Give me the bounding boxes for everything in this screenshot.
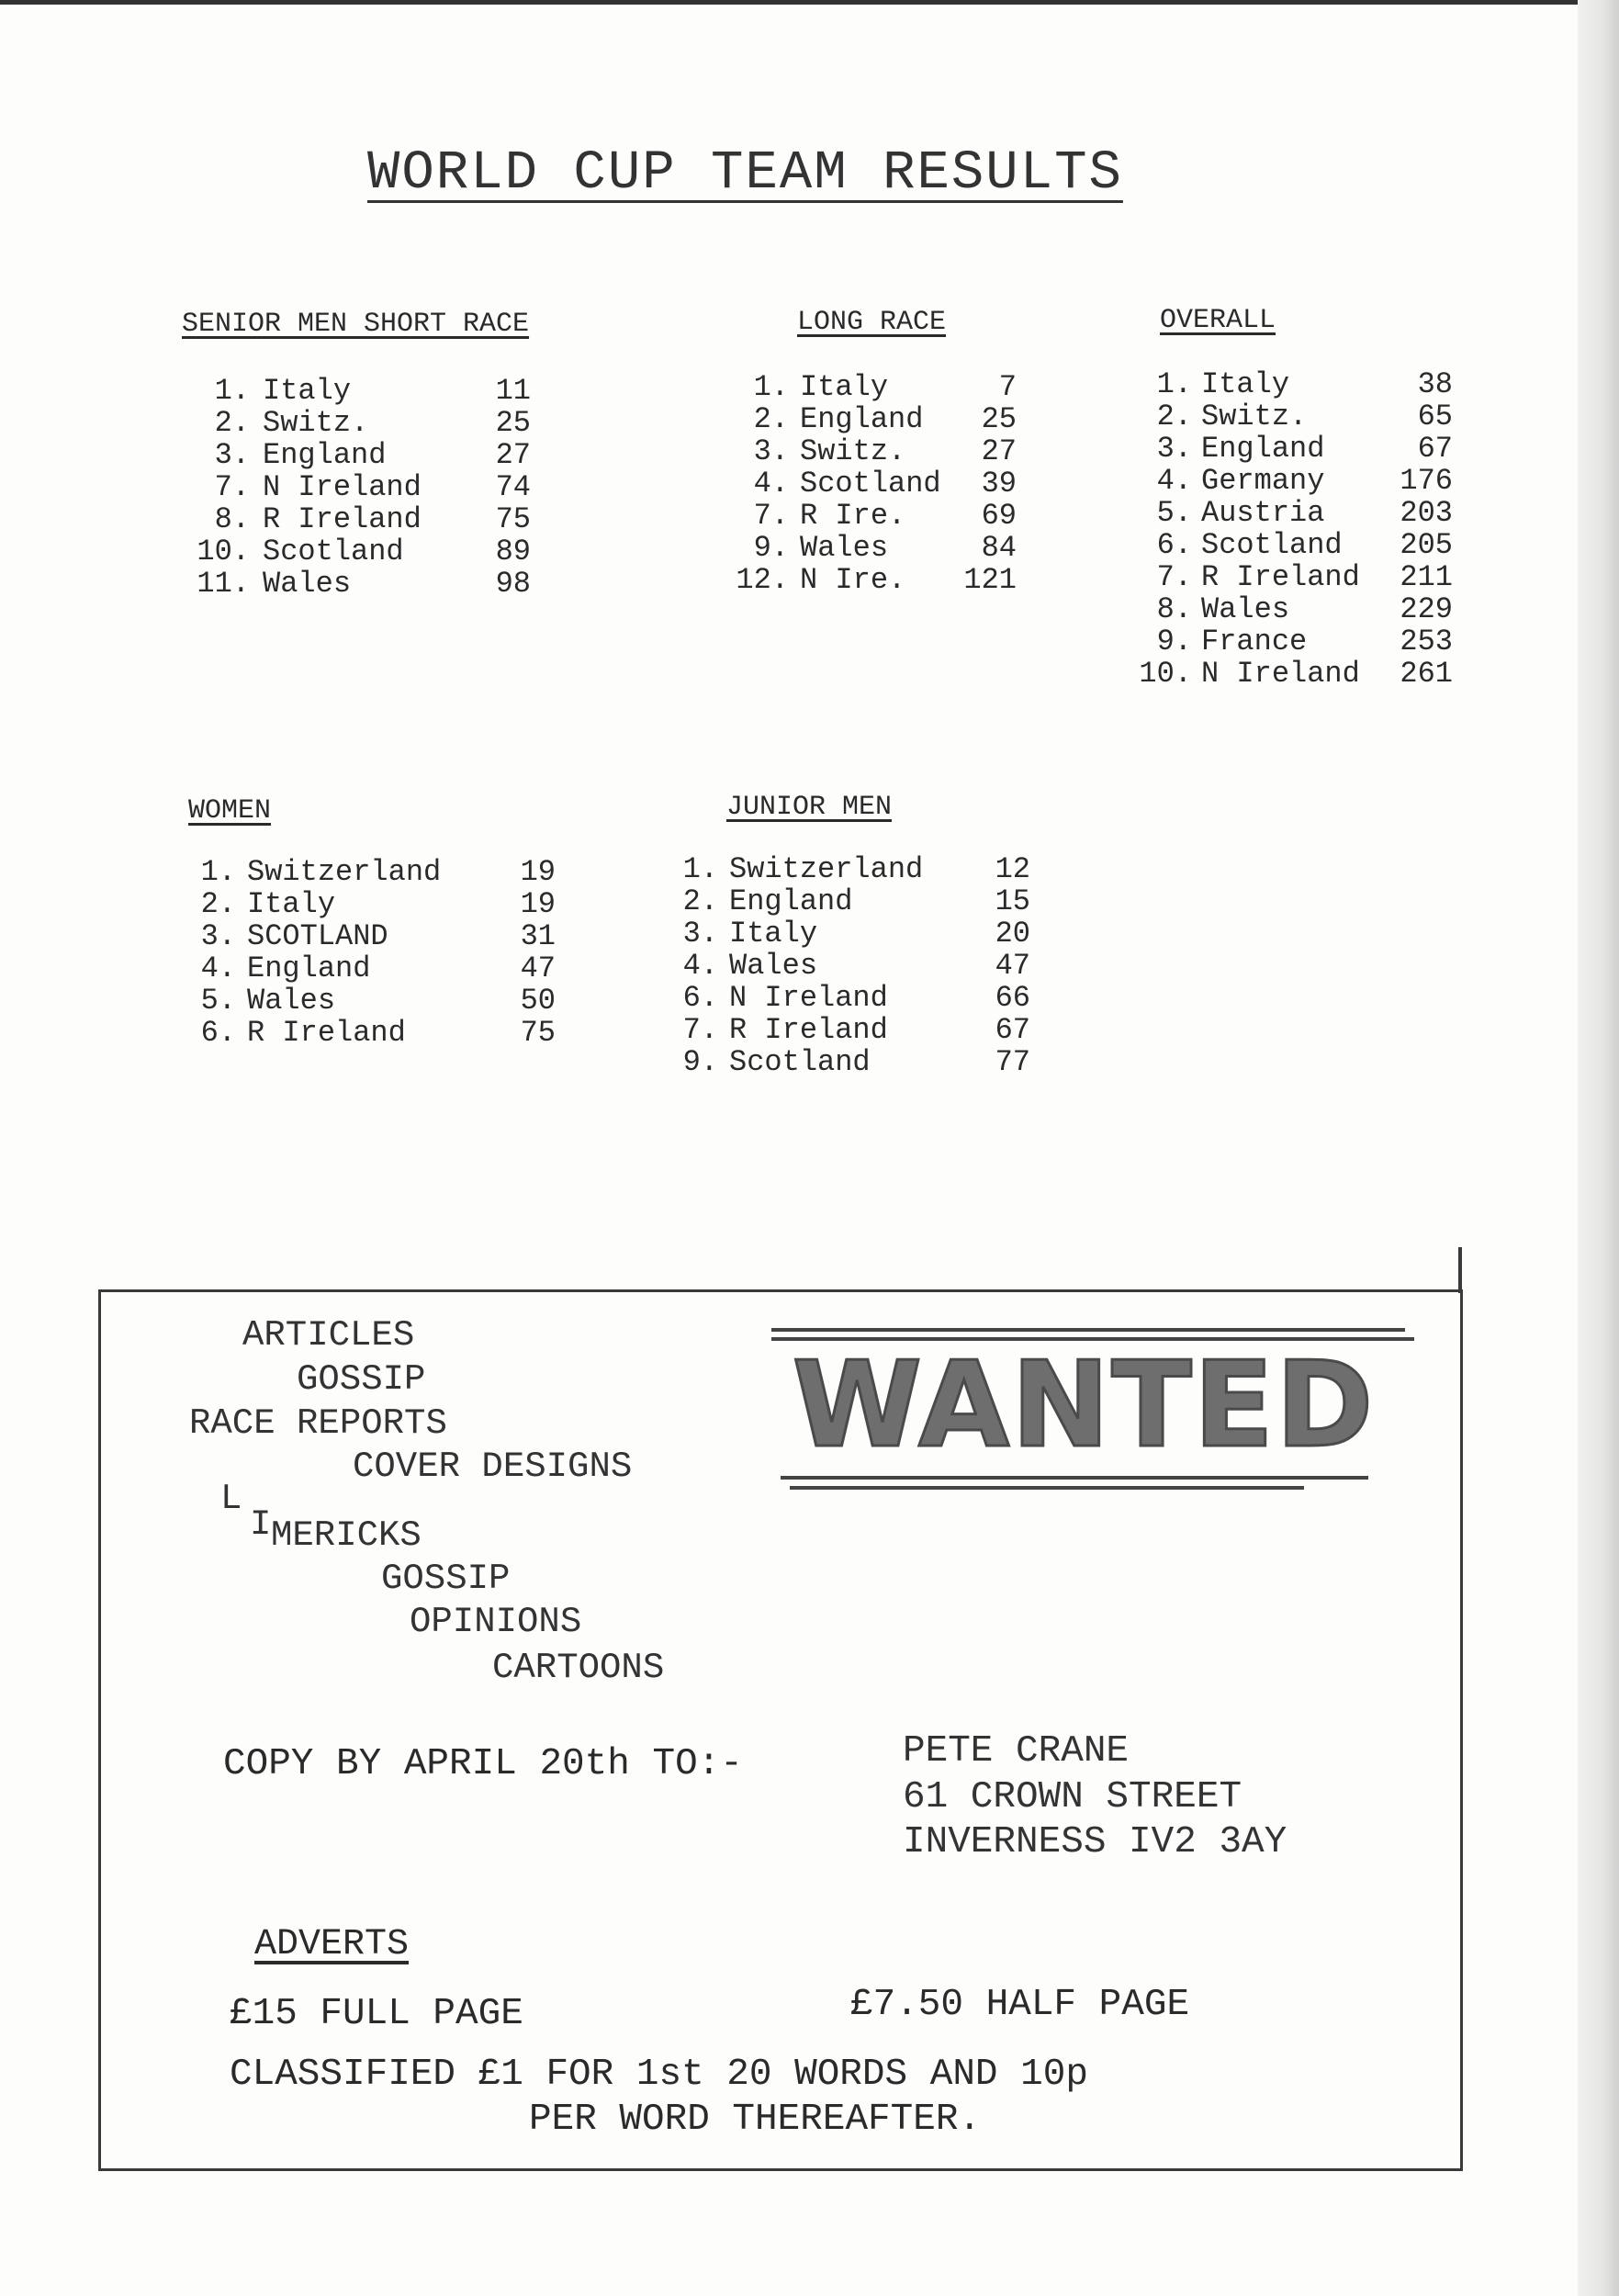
rank-cell: 3. <box>200 919 236 953</box>
points-cell: 75 <box>495 502 531 536</box>
wanted-item-opinions: OPINIONS <box>410 1602 582 1642</box>
wanted-rule <box>790 1486 1304 1490</box>
points-cell: 20 <box>995 917 1030 951</box>
table-header: SENIOR MEN SHORT RACE <box>182 309 530 340</box>
page-top-edge <box>0 0 1580 5</box>
team-cell: Wales <box>1201 592 1290 626</box>
rank-cell: 6. <box>682 981 718 1015</box>
rank-cell: 5. <box>200 984 236 1018</box>
advert-classified-cont: PER WORD THEREAFTER. <box>529 2099 982 2141</box>
team-cell: Wales <box>247 984 336 1018</box>
wanted-logo-text: WANTED <box>792 1337 1376 1474</box>
points-cell: 50 <box>520 984 556 1018</box>
rank-cell: 10. <box>197 535 250 568</box>
team-cell: Italy <box>247 887 336 921</box>
address-street: 61 CROWN STREET <box>903 1776 1242 1818</box>
rank-cell: 2. <box>1156 400 1192 433</box>
address-name: PETE CRANE <box>903 1730 1130 1773</box>
wanted-item-cover-designs: COVER DESIGNS <box>353 1446 633 1487</box>
points-cell: 176 <box>1400 464 1453 498</box>
advert-full-page: £15 FULL PAGE <box>230 1993 523 2035</box>
rank-cell: 8. <box>214 502 250 536</box>
points-cell: 121 <box>963 563 1017 597</box>
wanted-item-race-reports: RACE REPORTS <box>189 1403 447 1444</box>
points-cell: 25 <box>981 402 1017 436</box>
points-cell: 47 <box>995 949 1030 983</box>
rank-cell: 10. <box>1139 657 1192 691</box>
team-cell: England <box>1201 432 1325 466</box>
points-cell: 205 <box>1400 528 1453 562</box>
team-cell: Switz. <box>800 434 906 468</box>
advert-classified: CLASSIFIED £1 FOR 1st 20 WORDS AND 10p <box>230 2054 1088 2096</box>
wanted-item-limericks-l: L <box>220 1479 242 1519</box>
points-cell: 25 <box>495 406 531 440</box>
team-cell: Scotland <box>1201 528 1343 562</box>
page-binding-edge <box>1578 0 1619 2296</box>
rank-cell: 9. <box>682 1045 718 1079</box>
rank-cell: 3. <box>1156 432 1192 466</box>
wanted-item-gossip-2: GOSSIP <box>381 1559 511 1599</box>
team-cell: R Ireland <box>1201 560 1360 594</box>
rank-cell: 3. <box>214 438 250 472</box>
team-cell: Germany <box>1201 464 1325 498</box>
rank-cell: 1. <box>200 855 236 889</box>
team-cell: R Ireland <box>263 502 422 536</box>
team-cell: Switz. <box>1201 400 1308 433</box>
team-cell: N Ireland <box>729 981 888 1015</box>
box-corner-mark <box>1458 1247 1462 1293</box>
rank-cell: 9. <box>1156 625 1192 658</box>
points-cell: 11 <box>495 374 531 408</box>
team-cell: N Ireland <box>1201 657 1360 691</box>
rank-cell: 2. <box>200 887 236 921</box>
wanted-stamp <box>771 1324 1421 1497</box>
page-title: WORLD CUP TEAM RESULTS <box>367 142 1123 204</box>
points-cell: 229 <box>1400 592 1453 626</box>
points-cell: 89 <box>495 535 531 568</box>
rank-cell: 1. <box>214 374 250 408</box>
rank-cell: 1. <box>753 370 789 404</box>
points-cell: 7 <box>998 370 1017 404</box>
points-cell: 15 <box>995 884 1030 918</box>
table-header: JUNIOR MEN <box>726 792 893 823</box>
rank-cell: 8. <box>1156 592 1192 626</box>
team-cell: N Ire. <box>800 563 906 597</box>
team-cell: SCOTLAND <box>247 919 388 953</box>
team-cell: England <box>800 402 924 436</box>
points-cell: 211 <box>1400 560 1453 594</box>
points-cell: 19 <box>520 887 556 921</box>
adverts-heading: ADVERTS <box>254 1924 410 1965</box>
points-cell: 84 <box>981 531 1017 565</box>
rank-cell: 3. <box>753 434 789 468</box>
wanted-item-limericks-i: I <box>250 1504 272 1545</box>
points-cell: 47 <box>520 951 556 985</box>
team-cell: Italy <box>800 370 889 404</box>
team-cell: France <box>1201 625 1308 658</box>
team-cell: R Ireland <box>729 1013 888 1047</box>
rank-cell: 2. <box>753 402 789 436</box>
team-cell: Switzerland <box>247 855 442 889</box>
wanted-item-cartoons: CARTOONS <box>492 1648 665 1688</box>
points-cell: 74 <box>495 470 531 504</box>
team-cell: England <box>247 951 371 985</box>
team-cell: Wales <box>800 531 889 565</box>
rank-cell: 7. <box>214 470 250 504</box>
team-cell: England <box>729 884 853 918</box>
points-cell: 203 <box>1400 496 1453 530</box>
wanted-item-limericks: MERICKS <box>271 1515 422 1556</box>
team-cell: Switzerland <box>729 852 924 886</box>
rank-cell: 2. <box>214 406 250 440</box>
table-header: LONG RACE <box>797 307 947 338</box>
points-cell: 19 <box>520 855 556 889</box>
rank-cell: 5. <box>1156 496 1192 530</box>
team-cell: Switz. <box>263 406 369 440</box>
rank-cell: 4. <box>1156 464 1192 498</box>
points-cell: 66 <box>995 981 1030 1015</box>
rank-cell: 9. <box>753 531 789 565</box>
team-cell: R Ire. <box>800 499 906 533</box>
team-cell: Scotland <box>800 467 941 501</box>
rank-cell: 1. <box>682 852 718 886</box>
team-cell: Italy <box>729 917 818 951</box>
advert-half-page: £7.50 HALF PAGE <box>850 1984 1190 2026</box>
team-cell: Italy <box>263 374 352 408</box>
wanted-rule <box>781 1476 1368 1480</box>
address-town: INVERNESS IV2 3AY <box>903 1821 1287 1863</box>
rank-cell: 7. <box>1156 560 1192 594</box>
team-cell: R Ireland <box>247 1016 406 1050</box>
points-cell: 27 <box>495 438 531 472</box>
rank-cell: 11. <box>197 567 250 601</box>
wanted-logo <box>771 1324 1421 1497</box>
points-cell: 31 <box>520 919 556 953</box>
points-cell: 12 <box>995 852 1030 886</box>
points-cell: 261 <box>1400 657 1453 691</box>
rank-cell: 3. <box>682 917 718 951</box>
points-cell: 98 <box>495 567 531 601</box>
table-header: OVERALL <box>1160 305 1276 336</box>
points-cell: 27 <box>981 434 1017 468</box>
points-cell: 69 <box>981 499 1017 533</box>
points-cell: 253 <box>1400 625 1453 658</box>
team-cell: Wales <box>263 567 352 601</box>
rank-cell: 4. <box>682 949 718 983</box>
rank-cell: 6. <box>200 1016 236 1050</box>
team-cell: Wales <box>729 949 818 983</box>
table-header: WOMEN <box>188 795 272 827</box>
rank-cell: 6. <box>1156 528 1192 562</box>
points-cell: 67 <box>995 1013 1030 1047</box>
wanted-item-articles: ARTICLES <box>242 1315 415 1356</box>
rank-cell: 1. <box>1156 367 1192 401</box>
team-cell: N Ireland <box>263 470 422 504</box>
rank-cell: 7. <box>682 1013 718 1047</box>
rank-cell: 4. <box>200 951 236 985</box>
points-cell: 38 <box>1417 367 1453 401</box>
points-cell: 67 <box>1417 432 1453 466</box>
points-cell: 39 <box>981 467 1017 501</box>
points-cell: 77 <box>995 1045 1030 1079</box>
team-cell: Scotland <box>729 1045 871 1079</box>
rank-cell: 4. <box>753 467 789 501</box>
team-cell: Italy <box>1201 367 1290 401</box>
wanted-item-gossip: GOSSIP <box>297 1359 426 1400</box>
copy-deadline: COPY BY APRIL 20th TO:- <box>223 1743 743 1785</box>
rank-cell: 7. <box>753 499 789 533</box>
points-cell: 75 <box>520 1016 556 1050</box>
rank-cell: 12. <box>736 563 789 597</box>
points-cell: 65 <box>1417 400 1453 433</box>
rank-cell: 2. <box>682 884 718 918</box>
team-cell: Austria <box>1201 496 1325 530</box>
team-cell: Scotland <box>263 535 404 568</box>
team-cell: England <box>263 438 387 472</box>
